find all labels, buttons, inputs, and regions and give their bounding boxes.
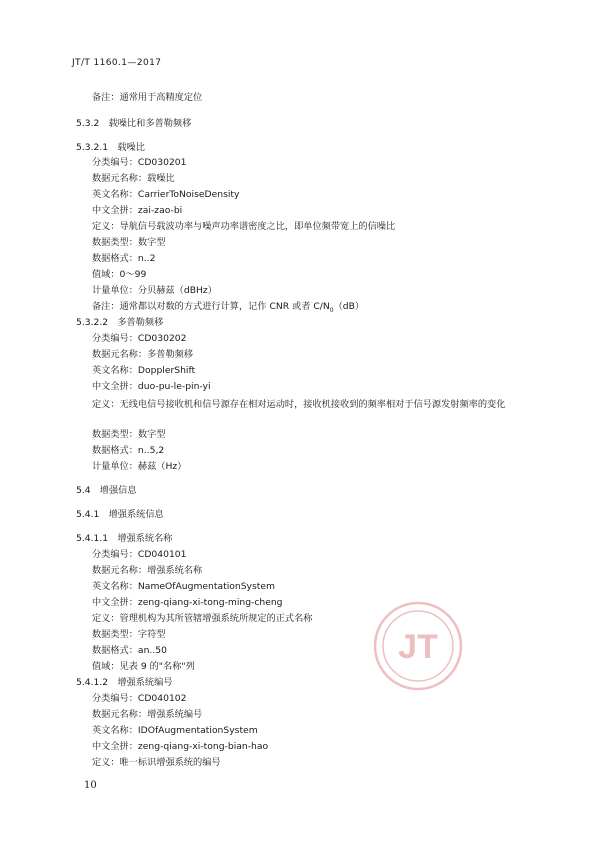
entry-line: 英文名称：IDOfAugmentationSystem bbox=[92, 725, 258, 736]
entry-line: 英文名称：NameOfAugmentationSystem bbox=[92, 581, 275, 592]
entry-line: 分类编号：CD040101 bbox=[92, 549, 187, 560]
section-heading-5-4-1-1: 5.4.1.1 增强系统名称 bbox=[76, 533, 173, 544]
entry-line: 数据格式：n..2 bbox=[92, 253, 156, 264]
entry-line: 定义：导航信号载波功率与噪声功率谱密度之比，即单位频带宽上的信噪比 bbox=[92, 221, 396, 232]
entry-line: 分类编号：CD030201 bbox=[92, 157, 187, 168]
entry-line: 中文全拼：zeng-qiang-xi-tong-ming-cheng bbox=[92, 597, 283, 608]
section-heading-5-4-1-2: 5.4.1.2 增强系统编号 bbox=[76, 677, 173, 688]
page-header: JT/T 1160.1—2017 bbox=[72, 58, 162, 68]
entry-line: 数据类型：字符型 bbox=[92, 629, 166, 640]
cnr-remark-text: 备注：通常都以对数的方式进行计算，记作 CNR 或者 C/N bbox=[92, 301, 330, 312]
entry-line: 定义：管理机构为其所管辖增强系统所规定的正式名称 bbox=[92, 613, 313, 624]
section-heading-5-3-2-1: 5.3.2.1 载噪比 bbox=[76, 142, 145, 153]
entry-line: 数据元名称：增强系统名称 bbox=[92, 565, 203, 576]
entry-line: 值域：0～99 bbox=[92, 269, 147, 280]
entry-line: 数据类型：数字型 bbox=[92, 429, 166, 440]
entry-line: 计量单位：分贝赫兹（dBHz） bbox=[92, 285, 217, 296]
entry-line: 数据格式：an..50 bbox=[92, 645, 167, 656]
section-heading-5-3-2-2: 5.3.2.2 多普勒频移 bbox=[76, 317, 164, 328]
entry-line: 值域：见表 9 的"名称"列 bbox=[92, 661, 195, 672]
entry-line: 数据元名称：载噪比 bbox=[92, 173, 175, 184]
entry-line: 中文全拼：duo-pu-le-pin-yi bbox=[92, 381, 211, 392]
entry-line: 英文名称：CarrierToNoiseDensity bbox=[92, 189, 240, 200]
stamp-text: JT bbox=[398, 628, 438, 666]
entry-line: 计量单位：赫兹（Hz） bbox=[92, 461, 187, 472]
entry-line: 英文名称：DopplerShift bbox=[92, 365, 196, 376]
entry-line: 数据格式：n..5,2 bbox=[92, 445, 165, 456]
section-heading-5-3-2: 5.3.2 载噪比和多普勒频移 bbox=[76, 118, 192, 129]
entry-line: 分类编号：CD030202 bbox=[92, 333, 187, 344]
entry-line: 数据元名称：增强系统编号 bbox=[92, 709, 203, 720]
entry-line: 中文全拼：zeng-qiang-xi-tong-bian-hao bbox=[92, 741, 269, 752]
entry-line: 中文全拼：zai-zao-bi bbox=[92, 205, 183, 216]
cnr-subscript: 0 bbox=[329, 306, 334, 314]
entry-line: 定义：唯一标识增强系统的编号 bbox=[92, 757, 221, 768]
entry-line bbox=[92, 301, 364, 317]
jt-watermark-stamp bbox=[372, 600, 464, 692]
entry-line: 数据元名称：多普勒频移 bbox=[92, 349, 194, 360]
remark-line: 备注：通常用于高精度定位 bbox=[92, 92, 203, 103]
entry-line: 分类编号：CD040102 bbox=[92, 693, 187, 704]
entry-line: 数据类型：数字型 bbox=[92, 237, 166, 248]
cnr-unit: （dB） bbox=[333, 301, 365, 312]
page-number: 10 bbox=[84, 780, 97, 791]
section-heading-5-4: 5.4 增强信息 bbox=[76, 485, 137, 496]
definition-wrapped: 定义：无线电信号接收机和信号源存在相对运动时，接收机接收到的频率相对于信号源发射频率的变化 bbox=[92, 399, 506, 410]
section-heading-5-4-1: 5.4.1 增强系统信息 bbox=[76, 509, 164, 520]
